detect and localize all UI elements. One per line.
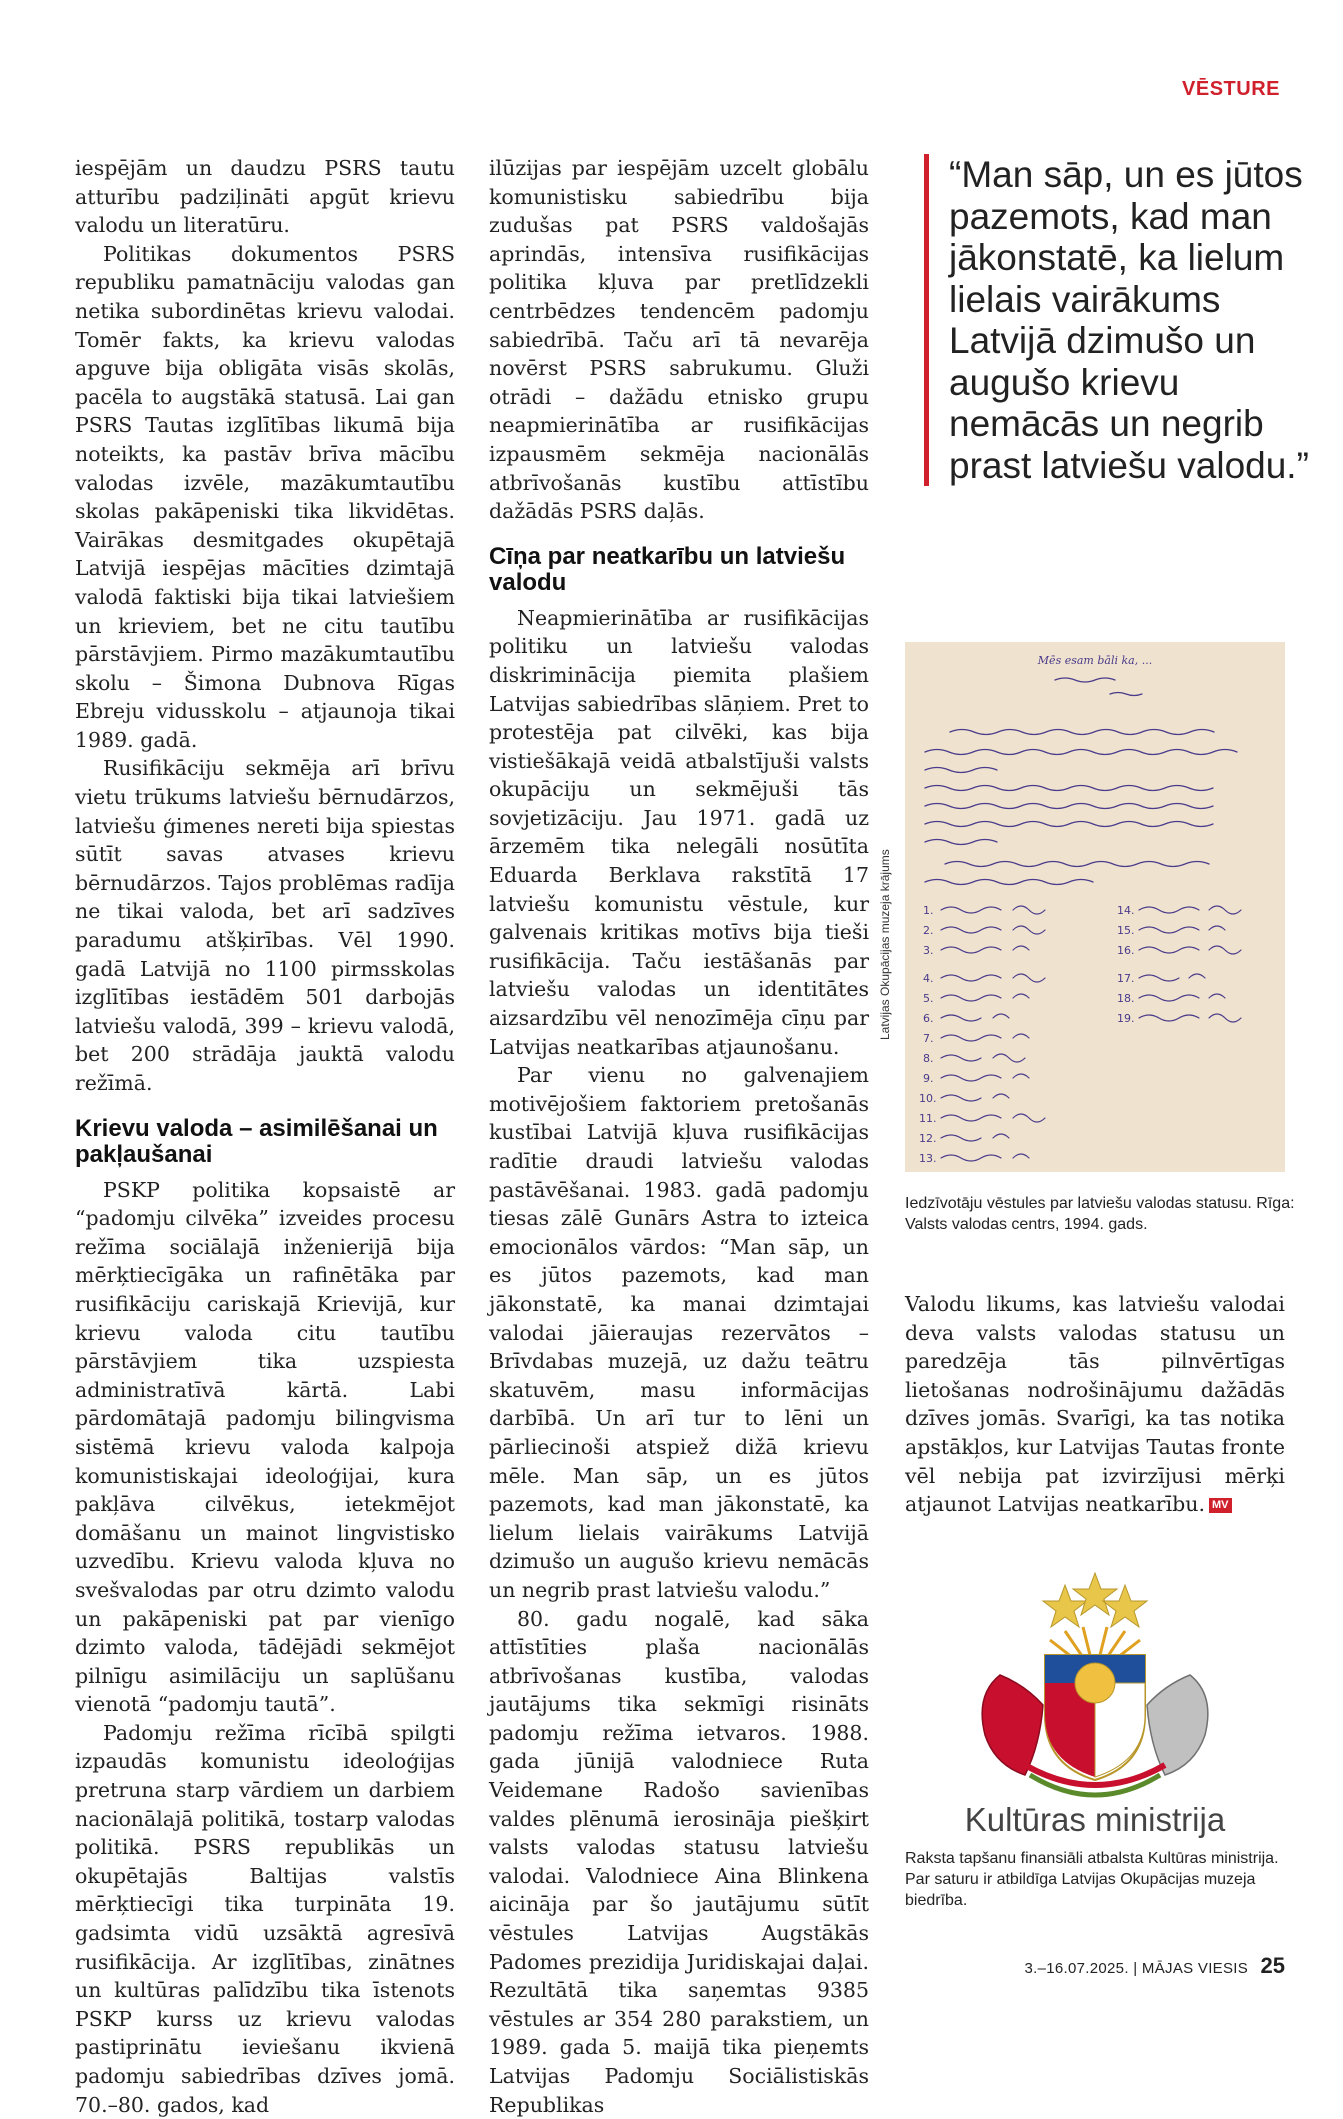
pull-quote: “Man sāp, un es jūtos pazemots, kad man jākonstatē, ka lielum lielais vairākums Latvijā dzimušo un augušo krievu nemācās un negrib prast latviešu valodu.” bbox=[924, 154, 1309, 486]
svg-text:16.: 16. bbox=[1117, 944, 1135, 957]
svg-text:5.: 5. bbox=[923, 992, 934, 1005]
svg-text:14.: 14. bbox=[1117, 904, 1135, 917]
article-column-2 bbox=[489, 154, 869, 2119]
paragraph: 80. gadu nogalē, kad sāka attīstīties plaša nacionālās atbrīvošanas kustība, valodas jautājums tika sekmīgi risināts padomju režīma ietvaros. 1988. gada jūnijā valodniece Ruta Veidemane Radošo savienības valdes plēnumā ierosināja piešķirt valsts valodas statusu latviešu valodai. Valodniece Aina Blinkena aicināja par šo jautājumu sūtīt vēstules Latvijas Augstākās Padomes prezidija Juridiskajai daļai. Rezultātā tika saņemtas 9385 vēstules ar 354 280 parakstiem, un 1989. gada 5. maijā tika pieņemts Latvijas Padomju Sociālistiskās Republikas bbox=[489, 1605, 869, 2119]
paragraph: Politikas dokumentos PSRS republiku pamatnāciju valodas gan netika subordinētas krievu valodai. Tomēr fakts, ka krievu valodas apguve bija obligāta visās skolās, pacēla to augstākā statusā. Lai gan PSRS Tautas izglītības likumā bija noteikts, ka pastāv brīva mācību valodas izvēle, mazākumtautību skolas pakāpeniski tika likvidētas. Vairākas desmitgades okupētajā Latvijā iespējas mācīties dzimtajā valodā faktiski bija tikai latviešiem un krieviem, bet ne citu tautību pārstāvjiem. Pirmo mazākumtautību skolu – Šimona Dubnova Rīgas Ebreju vidusskolu – atjaunoja tikai 1989. gadā. bbox=[75, 240, 455, 755]
letter-photo bbox=[905, 642, 1285, 1172]
article-column-1 bbox=[75, 154, 455, 2119]
paragraph: Padomju režīma rīcībā spilgti izpaudās komunistu ideoloģijas pretruna starp vārdiem un darbiem nacionālajā politikā, tostarp valodas politikā. PSRS republikās un okupētajās Baltijas valstīs mērķtiecīgi tika turpināta 19. gadsimta vidū uzsāktā agresīvā rusifikācija. Ar izglītības, zinātnes un kultūras palīdzību tika īstenots PSKP kurss uz krievu valodas pastiprinātu ieviešanu ikvienā padomju sabiedrības dzīves jomā. 70.–80. gados, kad bbox=[75, 1719, 455, 2119]
paragraph: iespējām un daudzu PSRS tautu atturību padziļināti apgūt krievu valodu un literatūru. bbox=[75, 154, 455, 240]
svg-text:8.: 8. bbox=[923, 1052, 934, 1065]
sponsor-logo bbox=[905, 1565, 1285, 1841]
page-number: 25 bbox=[1261, 1953, 1285, 1978]
svg-text:10.: 10. bbox=[919, 1092, 937, 1105]
photo-caption: Iedzīvotāju vēstules par latviešu valodas statusu. Rīga: Valsts valodas centrs, 1994. gads. bbox=[905, 1193, 1295, 1235]
paragraph: ilūzijas par iespējām uzcelt globālu komunistisku sabiedrību bija zudušas pat PSRS valdošajās aprindās, intensīva rusifikācijas politika kļuva par pretlīdzekli centrbēdzes tendencēm padomju sabiedrībā. Taču arī tā nevarēja novērst PSRS sabrukumu. Gluži otrādi – dažādu etnisko grupu neapmierinātība ar rusifikācijas izpausmēm sekmēja nacionālās atbrīvošanās kustību attīstību dažādās PSRS daļās. bbox=[489, 154, 869, 526]
paragraph bbox=[905, 1290, 1285, 1519]
paragraph: Rusifikāciju sekmēja arī brīvu vietu trūkums latviešu bērnudārzos, latviešu ģimenes nereti bija spiestas sūtīt savas atvases krievu bērnudārzos. Tajos problēmas radīja ne tikai valoda, bet arī sadzīves paradumu atšķirības. Vēl 1990. gadā Latvijā no 1100 pirmsskolas izglītības iestādēm 501 darbojās latviešu valodā, 399 – krievu valodā, bet 200 strādāja jauktā valodu režīmā. bbox=[75, 754, 455, 1097]
svg-text:3.: 3. bbox=[923, 944, 934, 957]
section-heading: Krievu valoda – asimilēšanai un pakļaušanai bbox=[75, 1116, 455, 1168]
sponsor-name: Kultūras ministrija bbox=[965, 1801, 1226, 1838]
page-footer bbox=[900, 1953, 1285, 1979]
svg-text:1.: 1. bbox=[923, 904, 934, 917]
photo-credit: Latvijas Okupācijas muzeja krājums bbox=[878, 849, 892, 1040]
section-heading: Cīņa par neatkarību un latviešu valodu bbox=[489, 544, 869, 596]
svg-text:9.: 9. bbox=[923, 1072, 934, 1085]
paragraph: PSKP politika kopsaistē ar “padomju cilvēka” izveides procesu režīma sociālajā inženierijā bija mērķtiecīgāka un rafinētāka par rusifikāciju cariskajā Krievijā, kur krievu valoda citu tautību pārstāvjiem tika uzspiesta administratīvā kārtā. Labi pārdomātajā padomju bilingvisma sistēmā krievu valoda kalpoja komunistiskajai ideoloģijai, kura pakļāva cilvēkus, ietekmējot domāšanu un mainot lingvistisko uzvedību. Krievu valoda kļuva no svešvalodas par otru dzimto valodu un pakāpeniski pat par vienīgo dzimto valoda, tādējādi sekmējot pilnīgu asimilāciju un saplūšanu vienotā “padomju tautā”. bbox=[75, 1176, 455, 1719]
coat-of-arms-icon bbox=[905, 1565, 1285, 1841]
svg-text:11.: 11. bbox=[919, 1112, 937, 1125]
svg-text:4.: 4. bbox=[923, 972, 934, 985]
svg-text:7.: 7. bbox=[923, 1032, 934, 1045]
paragraph: Neapmierinātība ar rusifikācijas politiku un latviešu valodas diskriminācija piemita plašiem Latvijas sabiedrības slāņiem. Pret to protestēja pat cilvēki, kas bija vistiešākajā veidā atbalstījuši valsts okupāciju un sekmējuši tās sovjetizāciju. Jau 1971. gadā uz ārzemēm tika nelegāli nosūtīta Eduarda Berklava rakstītā 17 latviešu komunistu vēstule, kur galvenais kritikas motīvs bija tieši rusifikācija. Taču iestāšanās par latviešu valodas un identitātes aizsardzību vēl nenozīmēja cīņu par Latvijas neatkarības atjaunošanu. bbox=[489, 604, 869, 1062]
mv-badge: MV bbox=[1209, 1498, 1232, 1513]
svg-text:12.: 12. bbox=[919, 1132, 937, 1145]
paragraph-text: Valodu likums, kas latviešu valodai deva valsts valodas statusu un paredzēja tās pilnvērtīgas lietošanas nodrošinājumu dažādās dzīves jomās. Svarīgi, ka tas notika apstākļos, kur Latvijas Tautas fronte vēl nebija pat izvirzījusi mērķi atjaunot Latvijas neatkarību. bbox=[905, 1292, 1285, 1516]
sponsor-caption: Raksta tapšanu finansiāli atbalsta Kultūras ministrija. Par saturu ir atbildīga Latvijas Okupācijas muzeja biedrība. bbox=[905, 1848, 1295, 1911]
svg-text:13.: 13. bbox=[919, 1152, 937, 1165]
svg-text:15.: 15. bbox=[1117, 924, 1135, 937]
svg-text:6.: 6. bbox=[923, 1012, 934, 1025]
paragraph: Par vienu no galvenajiem motivējošiem faktoriem pretošanās kustībai Latvijā kļuva rusifikācijas radītie draudi latviešu valodas pastāvēšanai. 1983. gadā padomju tiesas zālē Gunārs Astra to izteica emocionālos vārdos: “Man sāp, un es jūtos pazemots, kad man jākonstatē, ka manai dzimtajai valodai jāieraujas rezervātos – Brīvdabas muzejā, uz dažu teātru skatuvēm, masu informācijas darbībā. Un arī tur to lēni un pārliecinoši atspiež dižā krievu mēle. Man sāp, un es jūtos pazemots, kad man jākonstatē, ka lielum lielais vairākums Latvijā dzimušo un augušo krievu nemācās un negrib prast latviešu valodu.” bbox=[489, 1061, 869, 1604]
svg-text:18.: 18. bbox=[1117, 992, 1135, 1005]
svg-text:19.: 19. bbox=[1117, 1012, 1135, 1025]
handwritten-letter-image bbox=[905, 642, 1285, 1172]
svg-text:17.: 17. bbox=[1117, 972, 1135, 985]
issue-info: 3.–16.07.2025. | MĀJAS VIESIS bbox=[1025, 1960, 1249, 1977]
side-column-text bbox=[905, 1290, 1285, 1519]
letter-header: Mēs esam bāli ka, ... bbox=[1037, 654, 1152, 667]
svg-text:2.: 2. bbox=[923, 924, 934, 937]
section-tag: VĒSTURE bbox=[1180, 78, 1280, 101]
